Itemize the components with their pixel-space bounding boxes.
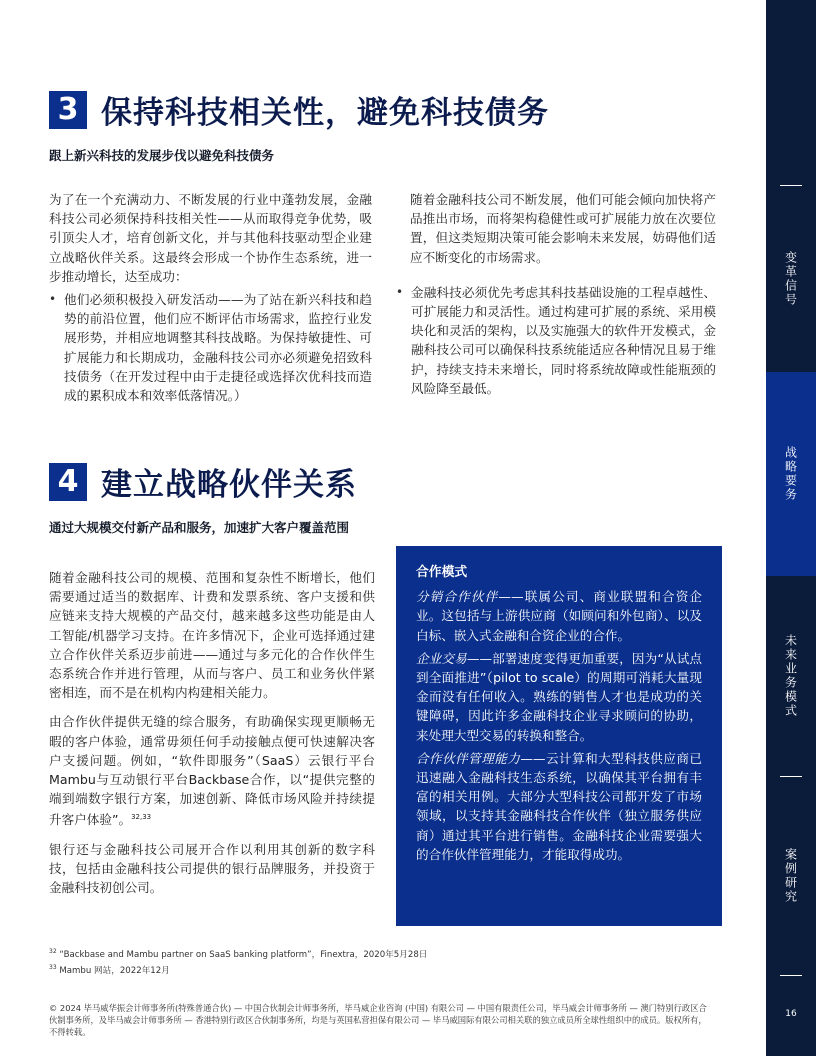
- bullet-item: • 他们必须积极投入研发活动——为了站在新兴科技和趋势的前沿位置，他们应不断评估市场需求，监控行业发展形势，并相应地调整其科技战略。为保持敏捷性、可扩展能力和长期成功，金融科技公司亦必须避免招致科技债务（在开发过程中由于走捷径或选择次优科技而造成的累积成本和效率低落情况。）: [49, 290, 372, 405]
- footnote: [49, 964, 170, 976]
- box-item-text: ——云计算和大型科技供应商已迅速融入金融科技生态系统，以确保其平台拥有丰富的相关用例。大部分大型科技公司都开发了市场领域，以支持其金融科技合作伙伴（独立服务供应商）通过其平台进行销售。金融科技企业需要强大的合作伙伴管理能力，才能取得成功。: [416, 750, 703, 862]
- paragraph: 银行还与金融科技公司展开合作以利用其创新的数字科技，包括由金融科技公司提供的银行品牌服务，并投资于金融科技初创公司。: [49, 841, 375, 896]
- box-item-term: 合作伙伴管理能力: [416, 750, 521, 766]
- box-item-text: ——部署速度变得更加重要，因为“从试点到全面推进”（pilot to scale）的周期可消耗大量现金而没有任何收入。熟练的销售人才也是成功的关键障碍，因此许多金融科技企业寻求顾问的协助，来处理大型交易的转换和整合。: [416, 650, 703, 743]
- section-4-heading: [49, 459, 357, 504]
- paragraph-text: 由合作伙伴提供无缝的综合服务，有助确保实现更顺畅无暇的客户体验，通常毋须任何手动接触点便可快速解决客户支援问题。例如，“软件即服务”（SaaS）云银行平台Mambu与互动银行平台Backbase合作，以“提供完整的端到端数字银行方案，加速创新、降低市场风险并持续提升客户体验”。: [49, 714, 375, 828]
- section-3-right-column: [410, 190, 716, 398]
- nav-item-label: 案例研究: [783, 848, 798, 904]
- box-item: [416, 749, 702, 864]
- box-item-term: 企业交易: [416, 650, 467, 666]
- nav-item-case-studies[interactable]: [766, 777, 816, 975]
- footnote-text: “Backbase and Mambu partner on SaaS banking platform”，Finextra，2020年5月28日: [59, 950, 428, 960]
- section-number: 3: [49, 91, 87, 129]
- partnership-model-box: [396, 546, 722, 926]
- nav-item-change-signals[interactable]: [766, 186, 816, 372]
- sidebar-nav: [766, 0, 816, 1056]
- footnote-number: 33: [49, 964, 57, 972]
- page-number: 16: [785, 1009, 797, 1019]
- section-3-left-column: [49, 190, 372, 405]
- box-item-term: 分销合作伙伴: [416, 589, 499, 605]
- section-3-heading: [49, 87, 549, 132]
- nav-item-future-business-models[interactable]: [766, 576, 816, 776]
- nav-item-label: 变革信号: [783, 251, 798, 307]
- paragraph: 随着金融科技公司不断发展，他们可能会倾向加快将产品推出市场，而将架构稳健性或可扩展能力放在次要位置，但这类短期决策可能会影响未来发展，妨碍他们适应不断变化的市场需求。: [410, 192, 716, 265]
- box-title: 合作模式: [416, 565, 468, 580]
- box-item: [416, 649, 702, 745]
- section-4-left-column: [49, 568, 375, 897]
- copyright-notice: © 2024 毕马威华振会计师事务所(特殊普通合伙) — 中国合伙制会计师事务所，毕马威企业咨询 (中国) 有限公司 — 中国有限责任公司，毕马威会计师事务所 — 澳门特别行政区合伙制事务所，及毕马威会计师事务所 — 香港特别行政区合伙制事务所，均是与英国私营担保有限公司 — 毕马威国际有限公司相关联的独立成员所全球性组织中的成员。版权所有，不得转载。: [49, 1003, 707, 1037]
- paragraph: [49, 712, 375, 829]
- footnote: [49, 948, 427, 960]
- section-title: 建立战略伙伴关系: [101, 467, 357, 503]
- nav-item-label: 未来业务模式: [783, 634, 798, 718]
- bullet-item: • 金融科技必须优先考虑其科技基础设施的工程卓越性、可扩展能力和灵活性。通过构建可扩展的系统、采用模块化和灵活的架构，以及实施强大的软件开发模式，金融科技公司可以确保科技系统能适应各种情况且易于维护，持续支持未来增长，同时将系统故障或性能瓶颈的风险降至最低。: [396, 283, 716, 398]
- footnote-refs: 32,33: [131, 813, 152, 822]
- paragraph: 随着金融科技公司的规模、范围和复杂性不断增长，他们需要通过适当的数据库、计费和发票系统、客户支援和供应链来支持大规模的产品交付，越来越多这些功能是由人工智能/机器学习支持。在许多情况下，企业可选择通过建立合作伙伴关系迈步前进——通过与多元化的合作伙伴生态系统合作并进行管理，从而与客户、员工和业务伙伴紧密相连，而不是在机构内构建相关能力。: [49, 570, 375, 701]
- nav-item-label: 战略要务: [783, 446, 798, 502]
- nav-divider: [780, 975, 802, 976]
- section-number: 4: [49, 463, 87, 501]
- footnote-text: Mambu 网站，2022年12月: [59, 966, 170, 976]
- section-subtitle: 跟上新兴科技的发展步伐以避免科技债务: [49, 148, 275, 163]
- footnote-number: 32: [49, 948, 57, 956]
- paragraph: 为了在一个充满动力、不断发展的行业中蓬勃发展，金融科技公司必须保持科技相关性——从而取得竞争优势，吸引顶尖人才，培育创新文化，并与其他科技驱动型企业建立战略伙伴关系。这最终会形成一个协作生态系统，进一步推动增长，达至成功：: [49, 192, 372, 284]
- box-item: [416, 587, 702, 645]
- nav-item-strategic-priorities[interactable]: [766, 372, 816, 576]
- box-item-text: ——联属公司、商业联盟和合资企业。这包括与上游供应商（如顾问和外包商）、以及白标、嵌入式金融和合资企业的合作。: [416, 589, 703, 643]
- section-subtitle: 通过大规模交付新产品和服务，加速扩大客户覆盖范围: [49, 520, 350, 535]
- section-title: 保持科技相关性，避免科技债务: [101, 95, 549, 131]
